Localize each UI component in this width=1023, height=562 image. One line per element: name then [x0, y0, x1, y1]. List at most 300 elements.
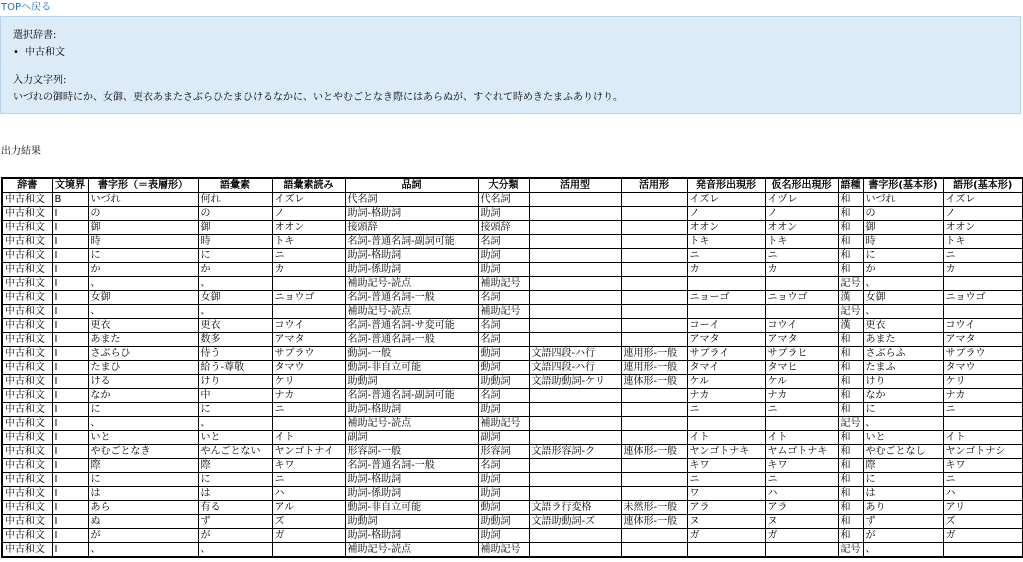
- table-cell: か: [88, 263, 198, 277]
- table-cell: 中: [198, 389, 272, 403]
- table-cell: ヤムゴトナキ: [765, 445, 838, 459]
- table-cell: 文語ラ行変格: [529, 501, 621, 515]
- table-cell: [687, 305, 765, 319]
- table-cell: 名詞-普通名詞-一般: [345, 291, 478, 305]
- table-cell: [621, 431, 687, 445]
- result-heading: 出力結果: [1, 146, 41, 157]
- table-cell: か: [863, 263, 943, 277]
- table-cell: 漢: [838, 291, 863, 305]
- table-cell: [943, 543, 1023, 558]
- table-cell: に: [863, 473, 943, 487]
- table-cell: コーイ: [687, 319, 765, 333]
- table-cell: 御: [863, 221, 943, 235]
- table-cell: トキ: [272, 235, 345, 249]
- input-string-text: いづれの御時にか、女御、更衣あまたさぶらひたまひけるなかに、いとやむごとなき際にはあらぬが、すぐれて時めきたまふありけり。: [13, 92, 623, 103]
- table-cell: 和: [838, 347, 863, 361]
- table-cell: [529, 277, 621, 291]
- table-cell: ヌ: [765, 515, 838, 529]
- table-cell: 連体形-一般: [621, 375, 687, 389]
- table-cell: いと: [863, 431, 943, 445]
- table-cell: [621, 529, 687, 543]
- table-row: [2, 543, 1023, 558]
- table-cell: ニョウゴ: [272, 291, 345, 305]
- table-cell: [529, 431, 621, 445]
- table-cell: 助詞: [478, 263, 529, 277]
- table-cell: 記号: [838, 305, 863, 319]
- table-row: [2, 431, 1023, 445]
- table-cell: 中古和文: [2, 431, 52, 445]
- table-cell: イト: [943, 431, 1023, 445]
- result-table-container: [1, 177, 1023, 562]
- table-cell: 中古和文: [2, 277, 52, 291]
- table-cell: ヤンゴトナキ: [687, 445, 765, 459]
- table-cell: に: [198, 403, 272, 417]
- table-row: [2, 473, 1023, 487]
- table-row: [2, 193, 1023, 207]
- table-cell: 更衣: [863, 319, 943, 333]
- table-cell: いづれ: [88, 193, 198, 207]
- table-cell: 和: [838, 431, 863, 445]
- table-cell: [529, 403, 621, 417]
- column-header: 語彙素: [198, 178, 272, 193]
- table-cell: 和: [838, 193, 863, 207]
- table-cell: ず: [863, 515, 943, 529]
- table-cell: か: [198, 263, 272, 277]
- table-cell: 和: [838, 361, 863, 375]
- table-cell: アリ: [943, 501, 1023, 515]
- table-cell: 未然形-一般: [621, 501, 687, 515]
- table-cell: 文語形容詞-ク: [529, 445, 621, 459]
- table-cell: 代名詞: [478, 193, 529, 207]
- table-cell: 、: [88, 417, 198, 431]
- table-cell: が: [863, 529, 943, 543]
- table-cell: 中古和文: [2, 389, 52, 403]
- table-cell: 中古和文: [2, 361, 52, 375]
- table-cell: 連用形-一般: [621, 347, 687, 361]
- table-cell: [765, 305, 838, 319]
- selected-dict-list: [13, 46, 65, 59]
- table-cell: I: [52, 543, 88, 558]
- table-cell: キワ: [687, 459, 765, 473]
- table-cell: ノ: [687, 207, 765, 221]
- table-cell: 文語助動詞-ケリ: [529, 375, 621, 389]
- table-cell: に: [863, 249, 943, 263]
- table-row: [2, 221, 1023, 235]
- table-cell: [943, 417, 1023, 431]
- table-cell: ガ: [943, 529, 1023, 543]
- table-cell: 中古和文: [2, 193, 52, 207]
- table-cell: 助詞: [478, 207, 529, 221]
- table-cell: サブラウ: [943, 347, 1023, 361]
- table-cell: [529, 305, 621, 319]
- table-cell: 際: [198, 459, 272, 473]
- table-cell: ニ: [272, 403, 345, 417]
- table-cell: 連用形-一般: [621, 361, 687, 375]
- table-cell: 何れ: [198, 193, 272, 207]
- table-cell: 中古和文: [2, 263, 52, 277]
- table-cell: 中古和文: [2, 375, 52, 389]
- table-cell: [687, 417, 765, 431]
- table-cell: [529, 319, 621, 333]
- table-cell: I: [52, 529, 88, 543]
- table-cell: [529, 207, 621, 221]
- table-cell: ニ: [687, 473, 765, 487]
- table-cell: 助詞: [478, 487, 529, 501]
- table-cell: I: [52, 333, 88, 347]
- table-cell: 動詞: [478, 361, 529, 375]
- table-cell: カ: [765, 263, 838, 277]
- table-cell: ヤンゴトナイ: [272, 445, 345, 459]
- table-cell: 連体形-一般: [621, 515, 687, 529]
- table-cell: ワ: [687, 487, 765, 501]
- table-cell: 形容詞: [478, 445, 529, 459]
- table-cell: 助詞-格助詞: [345, 473, 478, 487]
- column-header: 語種: [838, 178, 863, 193]
- table-cell: 補助記号-読点: [345, 305, 478, 319]
- table-cell: 際: [88, 459, 198, 473]
- table-cell: 数多: [198, 333, 272, 347]
- table-cell: [621, 319, 687, 333]
- table-cell: サブラウ: [272, 347, 345, 361]
- table-cell: イヅレ: [765, 193, 838, 207]
- table-cell: 和: [838, 207, 863, 221]
- table-cell: 文語助動詞-ズ: [529, 515, 621, 529]
- column-header: 辞書: [2, 178, 52, 193]
- table-cell: 時: [863, 235, 943, 249]
- selected-dict-label: 選択辞書:: [13, 30, 57, 41]
- table-cell: あら: [88, 501, 198, 515]
- table-cell: 名詞-普通名詞-一般: [345, 333, 478, 347]
- table-cell: ナカ: [943, 389, 1023, 403]
- column-header: 品詞: [345, 178, 478, 193]
- table-cell: アマタ: [272, 333, 345, 347]
- table-cell: 中古和文: [2, 291, 52, 305]
- table-cell: ガ: [687, 529, 765, 543]
- table-cell: 名詞-普通名詞-サ変可能: [345, 319, 478, 333]
- table-cell: 侍う: [198, 347, 272, 361]
- table-cell: [621, 291, 687, 305]
- table-cell: カ: [943, 263, 1023, 277]
- table-cell: ヤンゴトナシ: [943, 445, 1023, 459]
- column-header: 活用形: [621, 178, 687, 193]
- table-cell: [621, 249, 687, 263]
- table-cell: [621, 389, 687, 403]
- table-cell: キワ: [765, 459, 838, 473]
- table-cell: I: [52, 235, 88, 249]
- table-cell: やんごとない: [198, 445, 272, 459]
- table-cell: いと: [198, 431, 272, 445]
- table-cell: 動詞: [478, 347, 529, 361]
- table-cell: アマタ: [943, 333, 1023, 347]
- table-cell: 助詞: [478, 529, 529, 543]
- table-cell: [621, 221, 687, 235]
- table-cell: やむごとなき: [88, 445, 198, 459]
- table-cell: ニョウゴ: [943, 291, 1023, 305]
- table-cell: 助動詞: [478, 375, 529, 389]
- table-cell: 女御: [88, 291, 198, 305]
- table-cell: [621, 277, 687, 291]
- table-cell: ナカ: [272, 389, 345, 403]
- table-cell: I: [52, 319, 88, 333]
- table-cell: 中古和文: [2, 305, 52, 319]
- top-link[interactable]: TOPへ戻る: [1, 2, 52, 13]
- table-cell: 中古和文: [2, 515, 52, 529]
- table-cell: ニ: [765, 473, 838, 487]
- table-cell: 助動詞: [345, 375, 478, 389]
- table-cell: 中古和文: [2, 403, 52, 417]
- table-cell: 、: [863, 543, 943, 558]
- table-cell: I: [52, 389, 88, 403]
- table-cell: [621, 333, 687, 347]
- table-cell: 、: [863, 417, 943, 431]
- table-cell: 中古和文: [2, 347, 52, 361]
- table-cell: 動詞-非自立可能: [345, 361, 478, 375]
- table-cell: キワ: [272, 459, 345, 473]
- table-cell: に: [88, 403, 198, 417]
- table-cell: [529, 473, 621, 487]
- table-cell: 名詞: [478, 389, 529, 403]
- table-cell: の: [198, 207, 272, 221]
- column-header: 語形(基本形): [943, 178, 1023, 193]
- table-cell: ケリ: [943, 375, 1023, 389]
- table-cell: 中古和文: [2, 473, 52, 487]
- table-cell: 、: [198, 543, 272, 558]
- table-row: [2, 389, 1023, 403]
- table-header-row: [2, 178, 1023, 193]
- table-cell: 補助記号: [478, 277, 529, 291]
- table-cell: トキ: [765, 235, 838, 249]
- table-cell: コウイ: [765, 319, 838, 333]
- column-header: 仮名形出現形: [765, 178, 838, 193]
- column-header: 書字形(基本形): [863, 178, 943, 193]
- table-cell: [621, 487, 687, 501]
- table-cell: [621, 305, 687, 319]
- table-cell: I: [52, 445, 88, 459]
- table-cell: 和: [838, 375, 863, 389]
- table-cell: に: [198, 249, 272, 263]
- table-cell: ニ: [687, 249, 765, 263]
- table-cell: [272, 417, 345, 431]
- table-cell: [529, 417, 621, 431]
- table-row: [2, 249, 1023, 263]
- table-cell: 助詞-格助詞: [345, 529, 478, 543]
- table-cell: ケル: [765, 375, 838, 389]
- table-cell: 助詞-係助詞: [345, 263, 478, 277]
- table-cell: 助詞-係助詞: [345, 487, 478, 501]
- column-header: 大分類: [478, 178, 529, 193]
- table-cell: 形容詞-一般: [345, 445, 478, 459]
- table-cell: 名詞: [478, 319, 529, 333]
- table-cell: 女御: [198, 291, 272, 305]
- table-row: [2, 445, 1023, 459]
- table-cell: 和: [838, 263, 863, 277]
- table-cell: ニ: [765, 403, 838, 417]
- table-cell: が: [198, 529, 272, 543]
- table-cell: ケリ: [272, 375, 345, 389]
- table-cell: [272, 277, 345, 291]
- table-cell: 中古和文: [2, 249, 52, 263]
- table-cell: ニ: [943, 403, 1023, 417]
- table-cell: タマヒ: [765, 361, 838, 375]
- table-cell: 名詞-普通名詞-副詞可能: [345, 235, 478, 249]
- table-cell: 、: [198, 277, 272, 291]
- table-cell: [529, 193, 621, 207]
- table-cell: [529, 291, 621, 305]
- table-cell: 有る: [198, 501, 272, 515]
- table-cell: [943, 305, 1023, 319]
- table-cell: 動詞: [478, 501, 529, 515]
- table-cell: ず: [198, 515, 272, 529]
- table-cell: キワ: [943, 459, 1023, 473]
- table-cell: [621, 417, 687, 431]
- table-row: [2, 319, 1023, 333]
- table-cell: 名詞: [478, 291, 529, 305]
- table-cell: [529, 543, 621, 558]
- column-header: 活用型: [529, 178, 621, 193]
- table-cell: [621, 543, 687, 558]
- table-cell: 和: [838, 389, 863, 403]
- table-cell: 和: [838, 235, 863, 249]
- table-cell: サブラヒ: [765, 347, 838, 361]
- table-cell: トキ: [943, 235, 1023, 249]
- table-cell: イト: [765, 431, 838, 445]
- table-cell: [272, 305, 345, 319]
- table-row: [2, 207, 1023, 221]
- table-row: [2, 515, 1023, 529]
- table-cell: 、: [863, 305, 943, 319]
- table-cell: [621, 207, 687, 221]
- table-cell: あまた: [88, 333, 198, 347]
- table-cell: オオン: [272, 221, 345, 235]
- table-cell: 時: [198, 235, 272, 249]
- table-cell: [687, 277, 765, 291]
- table-cell: 時: [88, 235, 198, 249]
- table-cell: 和: [838, 221, 863, 235]
- table-cell: ガ: [272, 529, 345, 543]
- table-cell: I: [52, 459, 88, 473]
- table-cell: 中古和文: [2, 445, 52, 459]
- table-cell: 和: [838, 487, 863, 501]
- table-cell: [621, 473, 687, 487]
- table-cell: [765, 417, 838, 431]
- table-cell: ノ: [272, 207, 345, 221]
- table-cell: 補助記号: [478, 543, 529, 558]
- table-cell: 補助記号-読点: [345, 277, 478, 291]
- table-cell: は: [198, 487, 272, 501]
- table-cell: 名詞: [478, 333, 529, 347]
- table-cell: 助詞: [478, 403, 529, 417]
- table-row: [2, 291, 1023, 305]
- table-cell: 助詞: [478, 249, 529, 263]
- table-cell: イズレ: [272, 193, 345, 207]
- table-cell: I: [52, 361, 88, 375]
- table-cell: I: [52, 487, 88, 501]
- selected-dict-item: • 中古和文: [13, 47, 65, 58]
- table-cell: ニ: [765, 249, 838, 263]
- table-cell: [529, 389, 621, 403]
- table-cell: 、: [88, 543, 198, 558]
- table-cell: 中古和文: [2, 235, 52, 249]
- table-cell: 中古和文: [2, 417, 52, 431]
- table-cell: ニョウゴ: [765, 291, 838, 305]
- table-cell: アラ: [765, 501, 838, 515]
- table-cell: アル: [272, 501, 345, 515]
- input-string-label: 入力文字列:: [13, 75, 67, 86]
- table-cell: 和: [838, 529, 863, 543]
- table-cell: イト: [687, 431, 765, 445]
- table-cell: 名詞-普通名詞-副詞可能: [345, 389, 478, 403]
- result-table: [1, 177, 1023, 558]
- table-cell: 補助記号: [478, 417, 529, 431]
- table-cell: あり: [863, 501, 943, 515]
- table-cell: カ: [687, 263, 765, 277]
- column-header: 書字形（＝表層形）: [88, 178, 198, 193]
- table-cell: [529, 263, 621, 277]
- table-cell: 接頭辞: [478, 221, 529, 235]
- table-cell: ハ: [765, 487, 838, 501]
- table-cell: 、: [88, 277, 198, 291]
- table-cell: [529, 221, 621, 235]
- table-cell: 、: [863, 277, 943, 291]
- table-cell: 動詞-一般: [345, 347, 478, 361]
- table-cell: の: [863, 207, 943, 221]
- table-cell: I: [52, 221, 88, 235]
- table-cell: 記号: [838, 417, 863, 431]
- table-cell: 助詞: [478, 473, 529, 487]
- table-cell: ニ: [272, 473, 345, 487]
- table-cell: 補助記号: [478, 305, 529, 319]
- table-cell: ケル: [687, 375, 765, 389]
- table-cell: タマウ: [272, 361, 345, 375]
- table-cell: ニョーゴ: [687, 291, 765, 305]
- table-cell: B: [52, 193, 88, 207]
- table-row: [2, 403, 1023, 417]
- table-cell: イズレ: [943, 193, 1023, 207]
- table-cell: 、: [88, 305, 198, 319]
- column-header: 文境界: [52, 178, 88, 193]
- table-cell: 文語四段-ハ行: [529, 361, 621, 375]
- table-row: [2, 263, 1023, 277]
- table-cell: なか: [863, 389, 943, 403]
- table-cell: ノ: [943, 207, 1023, 221]
- table-cell: 中古和文: [2, 501, 52, 515]
- table-cell: さぶらひ: [88, 347, 198, 361]
- table-cell: ハ: [943, 487, 1023, 501]
- query-info-box: [0, 16, 1021, 114]
- table-cell: [529, 459, 621, 473]
- table-cell: 中古和文: [2, 319, 52, 333]
- table-cell: なか: [88, 389, 198, 403]
- table-cell: 助動詞: [478, 515, 529, 529]
- table-cell: 和: [838, 459, 863, 473]
- table-cell: 助動詞: [345, 515, 478, 529]
- table-cell: たまひ: [88, 361, 198, 375]
- table-cell: 和: [838, 249, 863, 263]
- table-row: [2, 361, 1023, 375]
- table-cell: 和: [838, 501, 863, 515]
- table-cell: [529, 487, 621, 501]
- table-cell: I: [52, 501, 88, 515]
- table-cell: は: [88, 487, 198, 501]
- table-cell: けり: [863, 375, 943, 389]
- table-cell: 接頭辞: [345, 221, 478, 235]
- table-cell: 和: [838, 515, 863, 529]
- table-cell: 和: [838, 473, 863, 487]
- table-cell: I: [52, 375, 88, 389]
- table-row: [2, 333, 1023, 347]
- table-cell: けり: [198, 375, 272, 389]
- table-cell: アラ: [687, 501, 765, 515]
